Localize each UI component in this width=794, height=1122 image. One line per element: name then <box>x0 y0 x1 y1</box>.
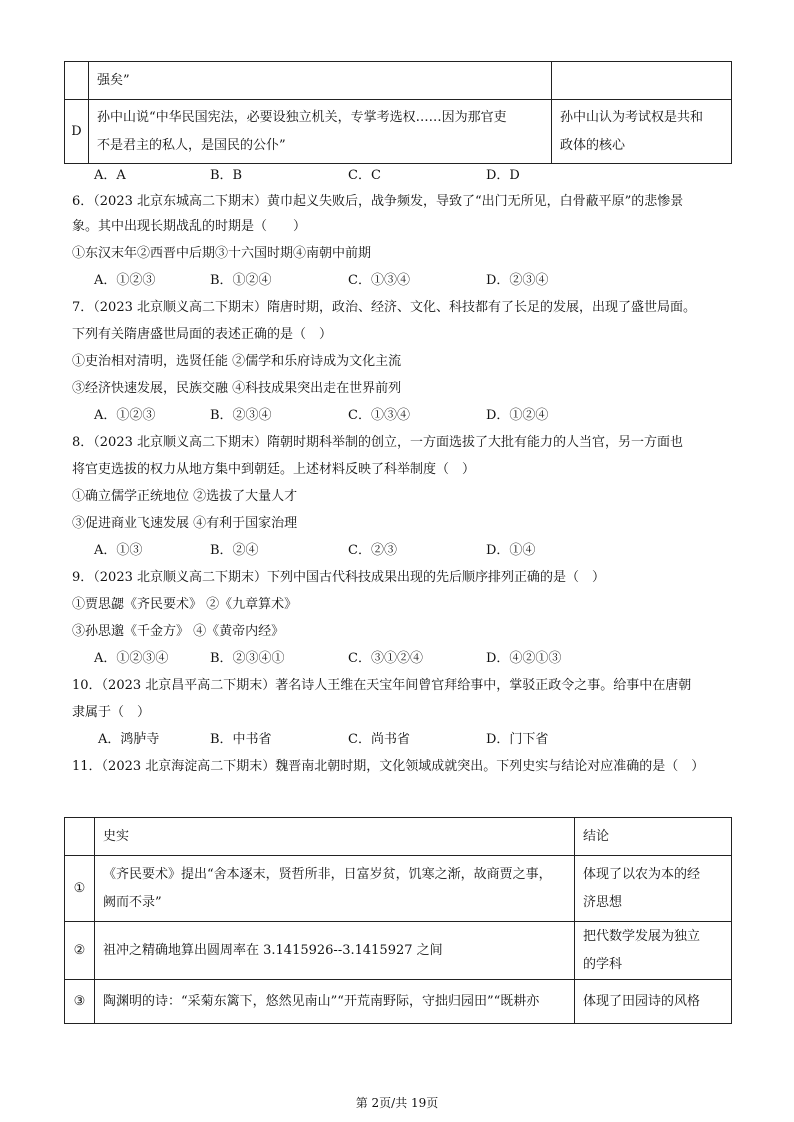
q9-items: ③孙思邈《千金方》 ④《黄帝内经》 <box>72 624 285 639</box>
table-cell-label: ② <box>65 922 95 980</box>
option-c[interactable]: C．①③④ <box>348 273 410 288</box>
q9-options <box>94 649 694 669</box>
q8-items: ③促进商业飞速发展 ④有利于国家治理 <box>72 516 298 531</box>
cell-line: 把代数学发展为独立 <box>583 928 701 944</box>
q9-stem: 9．（2023 北京顺义高二下期末）下列中国古代科技成果出现的先后顺序排列正确的是（ ） <box>72 570 605 585</box>
cell-line: 体现了以农为本的经 <box>583 866 701 882</box>
table-cell-fact <box>89 100 552 164</box>
table-cell-conclusion <box>552 100 732 164</box>
page-footer: 第 2页/共 19页 <box>355 1096 439 1110</box>
option-b[interactable]: B．②④ <box>210 543 259 558</box>
q6-options <box>94 271 694 291</box>
table-row <box>65 922 732 980</box>
table-cell-conclusion <box>575 922 732 980</box>
q8-items: ①确立儒学正统地位 ②选拔了大量人才 <box>72 489 298 504</box>
q7-items: ③经济快速发展，民族交融 ④科技成果突出走在世界前列 <box>72 381 402 396</box>
cell-line: 政体的核心 <box>560 137 626 153</box>
option-c[interactable]: C．③①②④ <box>348 651 423 666</box>
cell-line: 阙而不录” <box>103 894 162 910</box>
option-c[interactable]: C．C <box>348 168 381 183</box>
answer-table-top <box>64 61 732 164</box>
q6-stem: 6．（2023 北京东城高二下期末）黄巾起义失败后，战争频发，导致了“出门无所见，白骨蔽平原”的悲惨景 <box>72 194 684 209</box>
q10-options <box>98 730 698 750</box>
cell-line: 孙中山说“中华民国宪法，必要设独立机关，专掌考选权……因为那官吏 <box>97 109 507 125</box>
q8-options <box>94 541 694 561</box>
table-cell-fact <box>95 856 575 922</box>
table-cell-fact: 强矣” <box>89 62 552 100</box>
option-d[interactable]: D．门下省 <box>486 732 549 747</box>
q7-items: ①吏治相对清明，选贤任能 ②儒学和乐府诗成为文化主流 <box>72 354 402 369</box>
table-cell-conclusion <box>552 62 732 100</box>
table-row <box>65 856 732 922</box>
table-cell-fact: 祖冲之精确地算出圆周率在 3.1415926--3.1415927 之间 <box>95 922 575 980</box>
q7-stem: 下列有关隋唐盛世局面的表述正确的是（ ） <box>72 327 333 342</box>
option-a[interactable]: A．①③ <box>94 543 143 558</box>
option-a[interactable]: A．A <box>94 168 126 183</box>
option-c[interactable]: C．②③ <box>348 543 397 558</box>
cell-line: 孙中山认为考试权是共和 <box>560 109 704 125</box>
cell-line: 《齐民要术》提出“舍本逐末，贤哲所非，日富岁贫，饥寒之渐，故商贾之事， <box>103 866 552 882</box>
table-header-fact: 史实 <box>95 818 575 856</box>
cell-line: 的学科 <box>583 956 623 972</box>
q9-items: ①贾思勰《齐民要术》 ②《九章算术》 <box>72 597 298 612</box>
table-cell-label: ① <box>65 856 95 922</box>
option-d[interactable]: D．②③④ <box>486 273 549 288</box>
q6-items: ①东汉末年②西晋中后期③十六国时期④南朝中前期 <box>72 246 372 261</box>
table-cell-conclusion: 体现了田园诗的风格 <box>575 980 732 1024</box>
option-c[interactable]: C．①③④ <box>348 408 410 423</box>
q11-stem: 11．（2023 北京海淀高二下期末）魏晋南北朝时期，文化领域成就突出。下列史实与结论对应准确的是（ ） <box>72 759 705 774</box>
option-d[interactable]: D．①②④ <box>486 408 549 423</box>
table-cell-label: D <box>65 100 89 164</box>
option-a[interactable]: A．①②③④ <box>94 651 169 666</box>
table-cell-label <box>65 62 89 100</box>
cell-line: 济思想 <box>583 894 623 910</box>
table-row <box>65 980 732 1024</box>
option-d[interactable]: D．①④ <box>486 543 536 558</box>
table-header-conclusion: 结论 <box>575 818 732 856</box>
q5-options <box>94 166 694 186</box>
option-a[interactable]: A．鸿胪寺 <box>98 732 160 747</box>
option-a[interactable]: A．①②③ <box>94 408 156 423</box>
cell-line: 不是君主的私人，是国民的公仆” <box>97 137 286 153</box>
option-b[interactable]: B．B <box>210 168 243 183</box>
q7-stem: 7．（2023 北京顺义高二下期末）隋唐时期，政治、经济、文化、科技都有了长足的发展，出现了盛世局面。 <box>72 300 696 315</box>
q10-stem: 10．（2023 北京昌平高二下期末）著名诗人王维在天宝年间曾官拜给事中，掌驳正政令之事。给事中在唐朝 <box>72 678 692 693</box>
option-b[interactable]: B．②③④① <box>210 651 285 666</box>
table-cell-fact: 陶渊明的诗：“采菊东篱下，悠然见南山”“开荒南野际，守拙归园田”“既耕亦 <box>95 980 575 1024</box>
option-b[interactable]: B．中书省 <box>210 732 272 747</box>
option-c[interactable]: C．尚书省 <box>348 732 410 747</box>
q7-options <box>94 406 694 426</box>
q6-stem: 象。其中出现长期战乱的时期是（ ） <box>72 219 307 234</box>
table-cell-label: ③ <box>65 980 95 1024</box>
table-cell-conclusion <box>575 856 732 922</box>
option-b[interactable]: B．①②④ <box>210 273 272 288</box>
option-a[interactable]: A．①②③ <box>94 273 156 288</box>
q10-stem: 隶属于（ ） <box>72 705 151 720</box>
option-d[interactable]: D．D <box>486 168 520 183</box>
table-header-label <box>65 818 95 856</box>
option-b[interactable]: B．②③④ <box>210 408 272 423</box>
q8-stem: 将官吏选拔的权力从地方集中到朝廷。上述材料反映了科举制度（ ） <box>72 462 476 477</box>
option-d[interactable]: D．④②①③ <box>486 651 562 666</box>
q8-stem: 8．（2023 北京顺义高二下期末）隋朝时期科举制的创立，一方面选拔了大批有能力的人当官，另一方面也 <box>72 435 683 450</box>
q11-table <box>64 817 732 1024</box>
